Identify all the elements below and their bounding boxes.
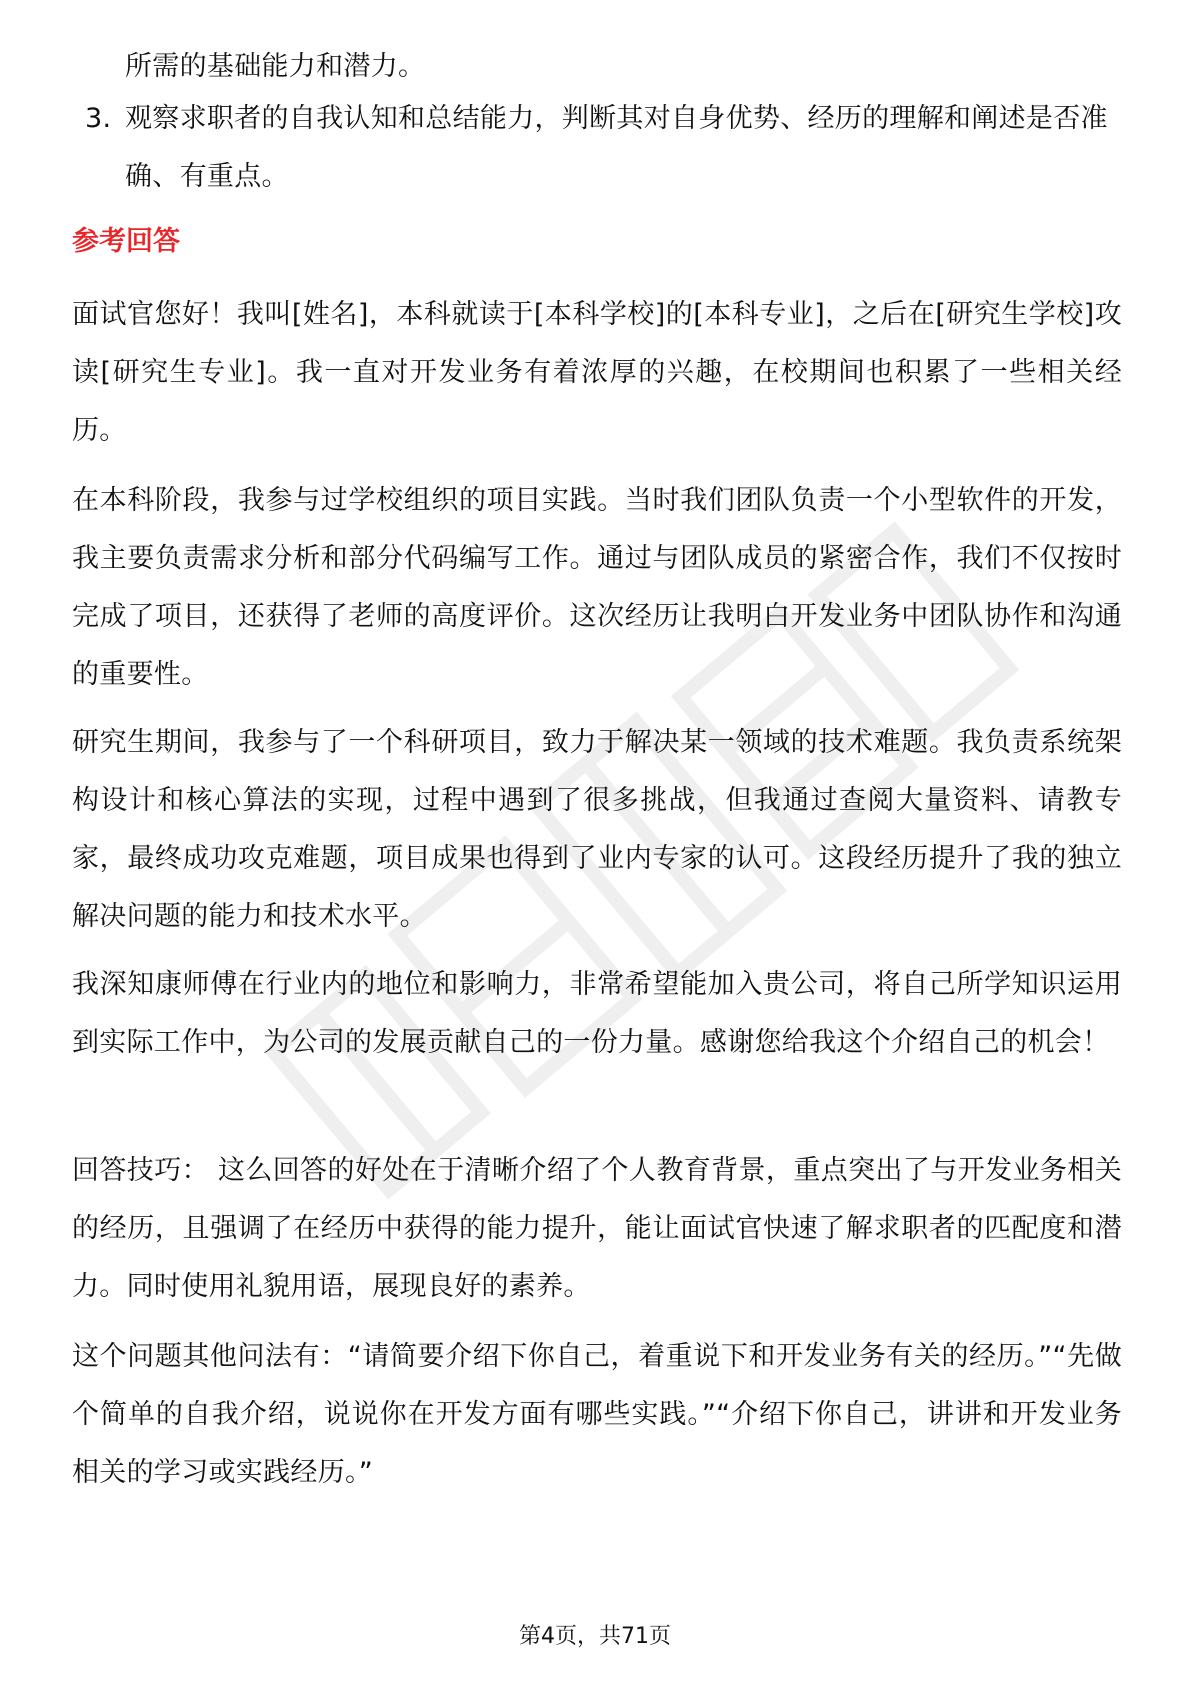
criteria-item-3-number: 3. xyxy=(85,103,112,134)
answer-paragraph-4: 我深知康师傅在行业内的地位和影响力，非常希望能加入贵公司，将自己所学知识运用到实际工作中，为公司的发展贡献自己的一份力量。感谢您给我这个介绍自己的机会！ xyxy=(72,969,1122,1058)
criteria-item-3 xyxy=(85,90,1110,206)
criteria-item-3-text: 观察求职者的自我认知和总结能力，判断其对自身优势、经历的理解和阐述是否准确、有重点。 xyxy=(125,103,1108,192)
page-number: 第4页，共71页 xyxy=(519,1624,671,1649)
alternative-questions: 这个问题其他问法有：“请简要介绍下你自己，着重说下和开发业务有关的经历。”“先做个简单的自我介绍，说说你在开发方面有哪些实践。”“介绍下你自己，讲讲和开发业务相关的学习或实践经历。” xyxy=(72,1341,1122,1488)
answer-paragraph-3: 研究生期间，我参与了一个科研项目，致力于解决某一领域的技术难题。我负责系统架构设计和核心算法的实现，过程中遇到了很多挑战，但我通过查阅大量资料、请教专家，最终成功攻克难题，项目成果也得到了业内专家的认可。这段经历提升了我的独立解决问题的能力和技术水平。 xyxy=(72,727,1122,932)
criteria-item-2-text: 所需的基础能力和潜力。 xyxy=(125,51,426,82)
answer-tips: 回答技巧： 这么回答的好处在于清晰介绍了个人教育背景，重点突出了与开发业务相关的经历，且强调了在经历中获得的能力提升，能让面试官快速了解求职者的匹配度和潜力。同时使用礼貌用语，展现良好的素养。 xyxy=(72,1155,1122,1302)
answer-paragraph-2: 在本科阶段，我参与过学校组织的项目实践。当时我们团队负责一个小型软件的开发，我主要负责需求分析和部分代码编写工作。通过与团队成员的紧密合作，我们不仅按时完成了项目，还获得了老师的高度评价。这次经历让我明白开发业务中团队协作和沟通的重要性。 xyxy=(72,485,1122,690)
answer-heading: 参考回答 xyxy=(72,226,180,257)
answer-paragraph-1: 面试官您好！我叫[姓名]，本科就读于[本科学校]的[本科专业]，之后在[研究生学校]攻读[研究生专业]。我一直对开发业务有着浓厚的兴趣，在校期间也积累了一些相关经历。 xyxy=(72,299,1122,446)
criteria-item-2-continuation xyxy=(125,38,1110,96)
